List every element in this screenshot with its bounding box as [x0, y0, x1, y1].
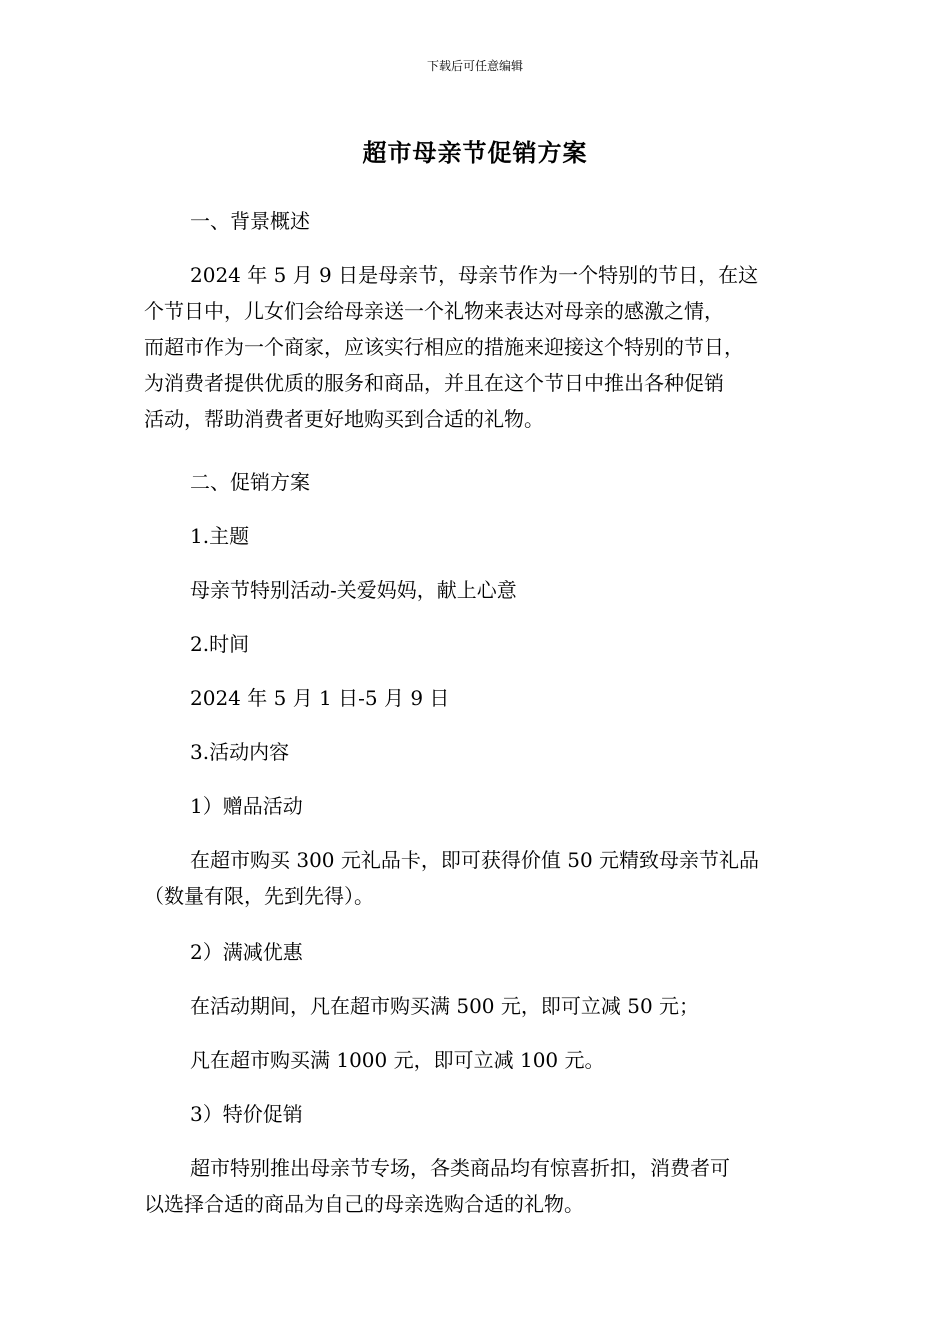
paragraph-line: （数量有限，先到先得）。: [144, 884, 374, 908]
time-text: 2024 年 5 月 1 日-5 月 9 日: [190, 686, 450, 710]
paragraph-line: 活动，帮助消费者更好地购买到合适的礼物。: [144, 407, 544, 431]
item-special-price-heading: 3）特价促销: [190, 1102, 303, 1126]
subheading-theme: 1.主题: [190, 524, 250, 548]
paragraph-line: 凡在超市购买满 1000 元，即可立减 100 元。: [190, 1048, 605, 1072]
subheading-time: 2.时间: [190, 632, 250, 656]
paragraph-line: 2024 年 5 月 9 日是母亲节，母亲节作为一个特别的节日，在这: [190, 263, 759, 287]
paragraph-line: 超市特别推出母亲节专场，各类商品均有惊喜折扣，消费者可: [190, 1156, 730, 1180]
section-heading-promotion: 二、促销方案: [190, 470, 310, 494]
item-discount-heading: 2）满减优惠: [190, 940, 303, 964]
document-title: 超市母亲节促销方案: [362, 139, 588, 167]
paragraph-line: 为消费者提供优质的服务和商品，并且在这个节日中推出各种促销: [144, 371, 724, 395]
paragraph-line: 在超市购买 300 元礼品卡，即可获得价值 50 元精致母亲节礼品: [190, 848, 760, 872]
theme-text: 母亲节特别活动-关爱妈妈，献上心意: [190, 578, 517, 602]
paragraph-line: 在活动期间，凡在超市购买满 500 元，即可立减 50 元；: [190, 994, 700, 1018]
section-heading-background: 一、背景概述: [190, 209, 310, 233]
subheading-content: 3.活动内容: [190, 740, 290, 764]
header-note: 下载后可任意编辑: [426, 59, 523, 73]
paragraph-line: 而超市作为一个商家，应该实行相应的措施来迎接这个特别的节日，: [144, 335, 744, 359]
item-gift-heading: 1）赠品活动: [190, 794, 303, 818]
paragraph-line: 个节日中，儿女们会给母亲送一个礼物来表达对母亲的感激之情，: [144, 299, 724, 323]
paragraph-line: 以选择合适的商品为自己的母亲选购合适的礼物。: [144, 1192, 584, 1216]
